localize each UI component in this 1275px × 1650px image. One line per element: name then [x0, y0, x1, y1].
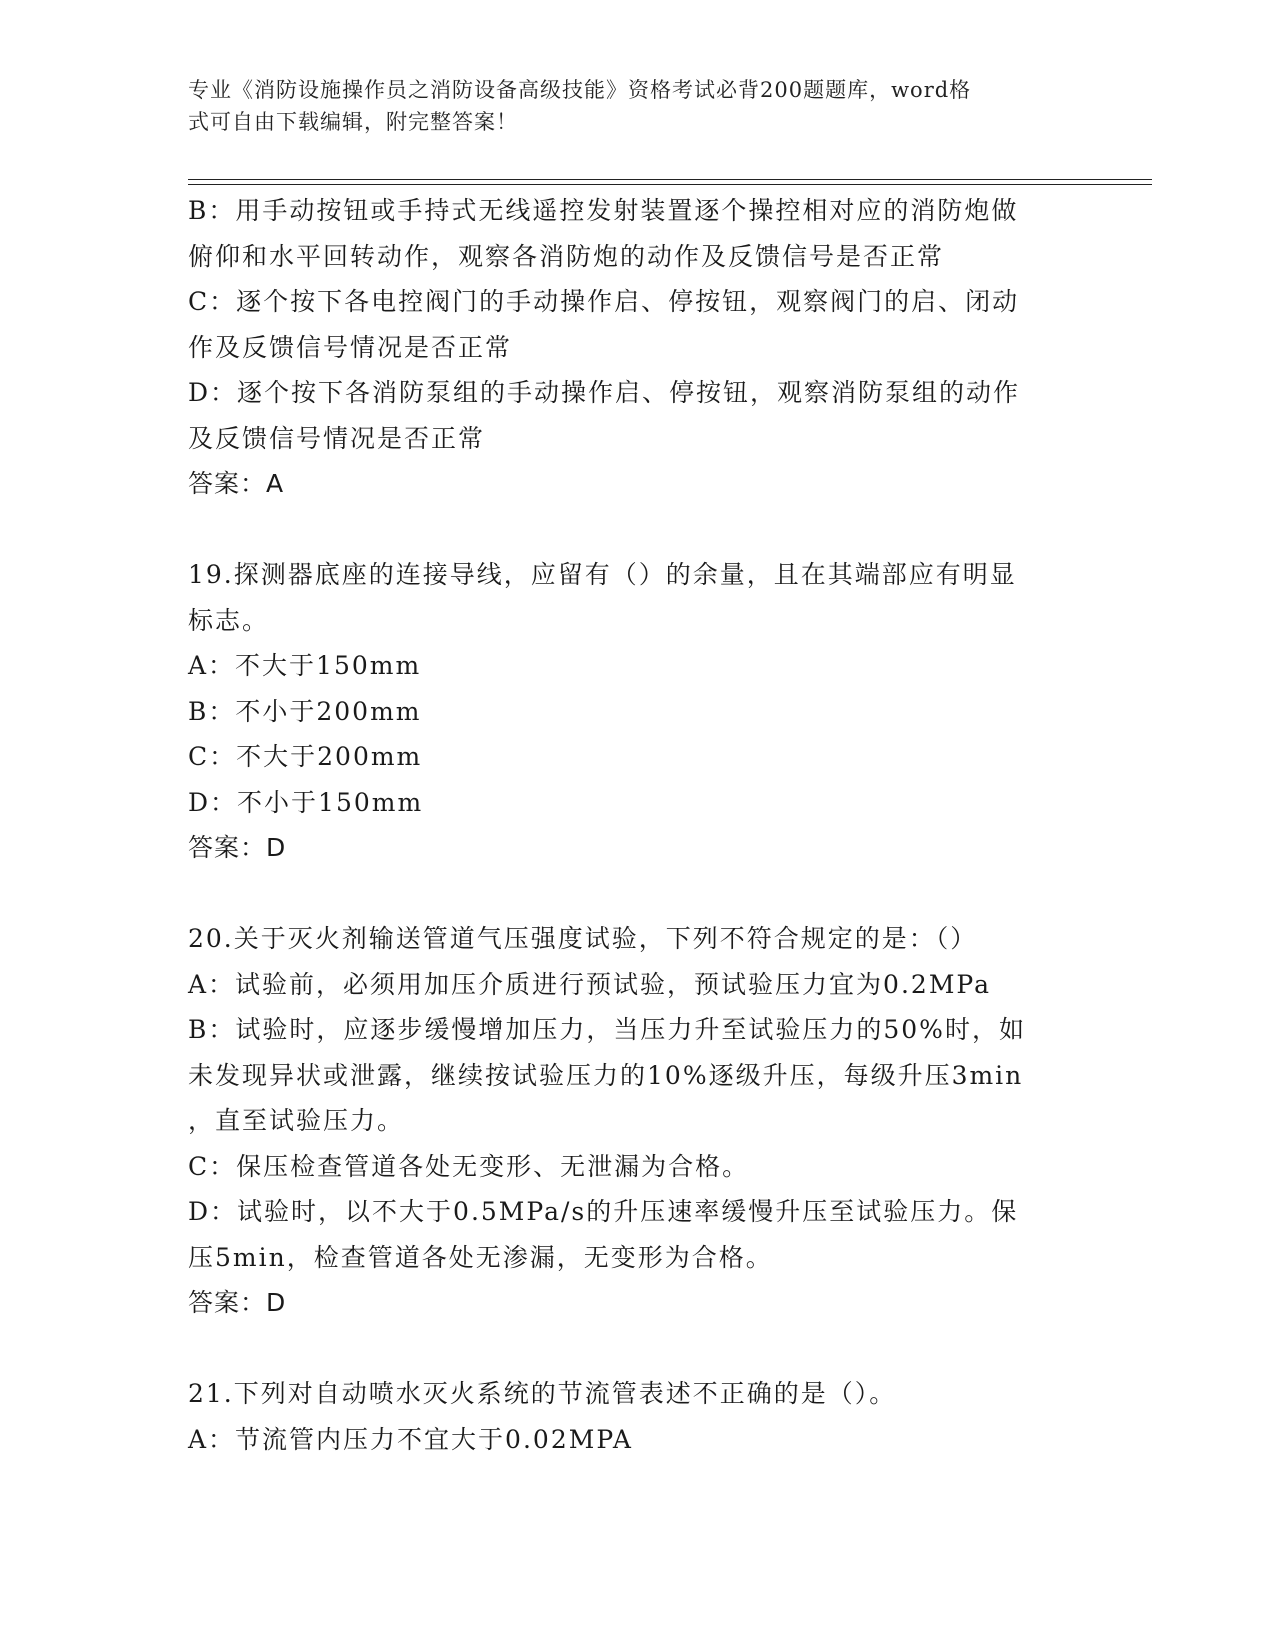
header-rule-top	[188, 179, 1152, 180]
spacer	[188, 871, 1068, 917]
option-a: A：节流管内压力不宜大于0.02MPA	[188, 1424, 633, 1454]
option-d-line-1: D：试验时，以不大于0.5MPa/s的升压速率缓慢升压至试验压力。保	[188, 1197, 1019, 1226]
option-a: A：试验前，必须用加压介质进行预试验，预试验压力宜为0.2MPa	[188, 969, 992, 999]
option-b-line-2: 俯仰和水平回转动作，观察各消防炮的动作及反馈信号是否正常	[188, 241, 945, 271]
option-d-line-2: 及反馈信号情况是否正常	[188, 423, 486, 453]
spacer	[188, 1326, 1068, 1372]
option-b-line-3: ，直至试验压力。	[188, 1106, 405, 1135]
option-b-line-1: B：试验时，应逐步缓慢增加压力，当压力升至试验压力的50%时，如	[188, 1015, 1026, 1044]
option-d-line-1: D：逐个按下各消防泵组的手动操作启、停按钮，观察消防泵组的动作	[188, 378, 1021, 407]
question-19	[188, 552, 1068, 871]
option-c: C：保压检查管道各处无变形、无泄漏为合格。	[188, 1151, 750, 1181]
header-line-2: 式可自由下载编辑，附完整答案！	[188, 110, 518, 134]
question-stem-line-1: 19.探测器底座的连接导线，应留有（）的余量，且在其端部应有明显	[188, 560, 1017, 589]
option-d-line-2: 压5min，检查管道各处无渗漏，无变形为合格。	[188, 1242, 773, 1272]
question-stem: 21.下列对自动喷水灭火系统的节流管表述不正确的是（）。	[188, 1379, 897, 1408]
option-a: A：不大于150mm	[188, 651, 422, 680]
answer-19: 答案：D	[188, 833, 287, 862]
question-21	[188, 1371, 1068, 1462]
option-c-line-1: C：逐个按下各电控阀门的手动操作启、停按钮，观察阀门的启、闭动	[188, 287, 1020, 316]
answer-18: 答案：A	[188, 469, 285, 498]
question-stem: 20.关于灭火剂输送管道气压强度试验，下列不符合规定的是：（）	[188, 924, 978, 953]
option-c-line-2: 作及反馈信号情况是否正常	[188, 332, 513, 362]
question-20	[188, 916, 1068, 1326]
question-18-tail	[188, 188, 1068, 507]
document-body	[188, 188, 1068, 1462]
header-rule-bottom	[188, 184, 1152, 185]
question-stem-line-2: 标志。	[188, 605, 270, 635]
answer-20: 答案：D	[188, 1288, 287, 1317]
option-b-line-1: B：用手动按钮或手持式无线遥控发射装置逐个操控相对应的消防炮做	[188, 196, 1019, 225]
option-b-line-2: 未发现异状或泄露，继续按试验压力的10%逐级升压，每级升压3min	[188, 1060, 1024, 1090]
option-c: C：不大于200mm	[188, 742, 423, 771]
option-b: B：不小于200mm	[188, 696, 422, 726]
option-d: D：不小于150mm	[188, 787, 424, 817]
header-line-1: 专业《消防设施操作员之消防设备高级技能》资格考试必背200题题库，word格	[188, 78, 972, 102]
spacer	[188, 507, 1068, 553]
document-header	[188, 74, 1068, 138]
